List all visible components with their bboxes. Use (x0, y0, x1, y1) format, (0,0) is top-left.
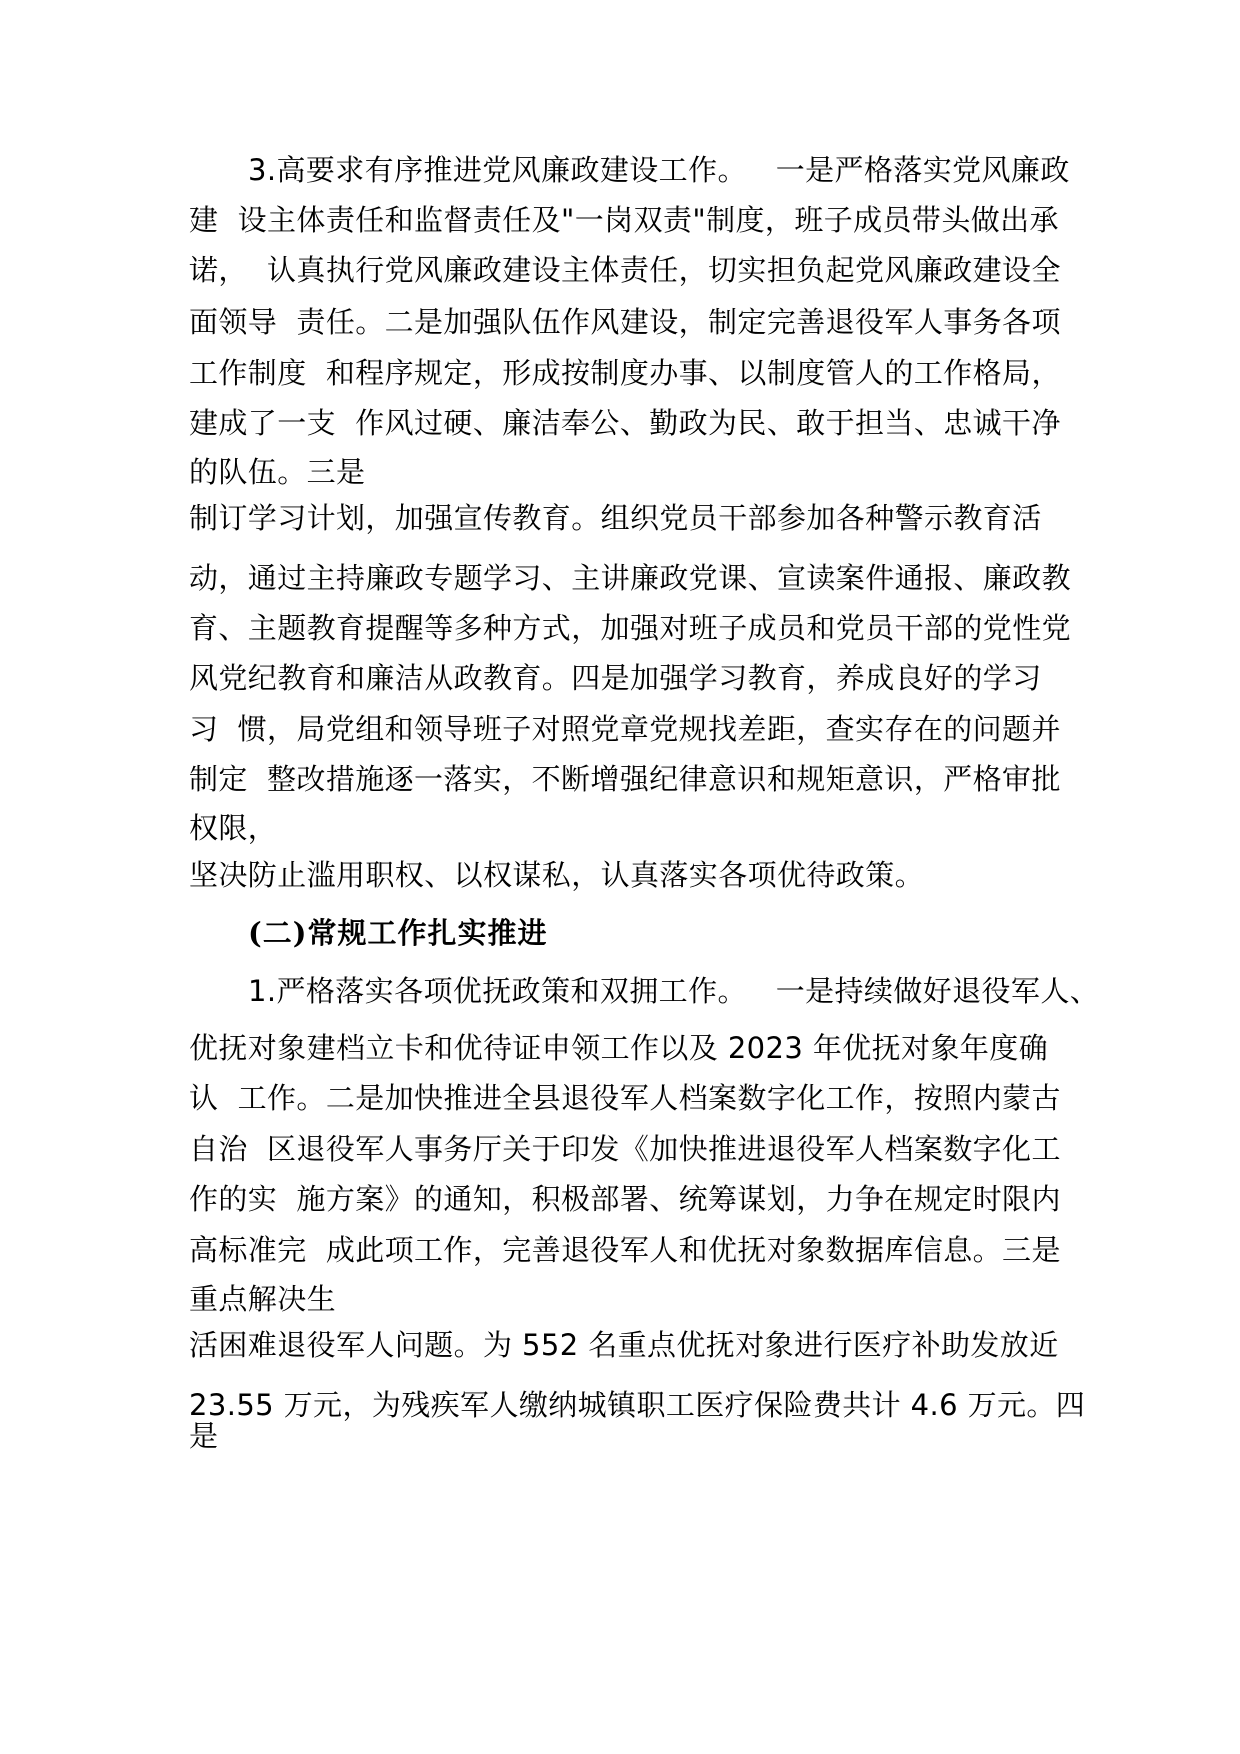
paragraph-3-line: 制定 整改措施逐一落实，不断增强纪律意识和规矩意识，严格审批 (189, 762, 1061, 796)
paragraph-1-line: 23.55 万元，为残疾军人缴纳城镇职工医疗保险费共计 4.6 万元。四 (189, 1388, 1086, 1422)
paragraph-3-line: 建 设主体责任和监督责任及"一岗双责"制度，班子成员带头做出承 (189, 203, 1059, 237)
paragraph-3-line: 权限， (189, 811, 278, 845)
paragraph-3-line: 面领导 责任。二是加强队伍作风建设，制定完善退役军人事务各项 (189, 305, 1061, 339)
paragraph-3-line: 动，通过主持廉政专题学习、主讲廉政党课、宣读案件通报、廉政教 (189, 561, 1072, 595)
paragraph-1-line: 重点解决生 (189, 1282, 337, 1316)
paragraph-3-line: 制订学习计划，加强宣传教育。组织党员干部参加各种警示教育活 (189, 501, 1042, 535)
paragraph-1-line: 认 工作。二是加快推进全县退役军人档案数字化工作，按照内蒙古 (189, 1081, 1061, 1115)
paragraph-3-line: 风党纪教育和廉洁从政教育。四是加强学习教育，养成良好的学习 (189, 661, 1042, 695)
paragraph-3-line: 的队伍。三是 (189, 455, 366, 489)
paragraph-1-line: 高标准完 成此项工作，完善退役军人和优抚对象数据库信息。三是 (189, 1233, 1061, 1267)
paragraph-1-line: 活困难退役军人问题。为 552 名重点优抚对象进行医疗补助发放近 (189, 1328, 1059, 1362)
paragraph-1-line: 是 (189, 1419, 219, 1453)
paragraph-3-line: 育、主题教育提醒等多种方式，加强对班子成员和党员干部的党性党 (189, 611, 1072, 645)
paragraph-3-line: 诺， 认真执行党风廉政建设主体责任，切实担负起党风廉政建设全 (189, 253, 1061, 287)
paragraph-1-line: 自治 区退役军人事务厅关于印发《加快推进退役军人档案数字化工 (189, 1132, 1061, 1166)
paragraph-1-first-line: 1.严格落实各项优抚政策和双拥工作。 一是持续做好退役军人、 (248, 974, 1100, 1008)
paragraph-3-line: 习 惯，局党组和领导班子对照党章党规找差距，查实存在的问题并 (189, 712, 1061, 746)
paragraph-3-line: 工作制度 和程序规定，形成按制度办事、以制度管人的工作格局， (189, 356, 1061, 390)
paragraph-1-line: 作的实 施方案》的通知，积极部署、统筹谋划，力争在规定时限内 (189, 1182, 1061, 1216)
paragraph-3-first-line: 3.高要求有序推进党风廉政建设工作。 一是严格落实党风廉政 (248, 153, 1070, 187)
paragraph-3-line: 坚决防止滥用职权、以权谋私，认真落实各项优待政策。 (189, 858, 925, 892)
section-heading: (二)常规工作扎实推进 (248, 916, 548, 950)
paragraph-1-line: 优抚对象建档立卡和优待证申领工作以及 2023 年优抚对象年度确 (189, 1031, 1049, 1065)
paragraph-3-line: 建成了一支 作风过硬、廉洁奉公、勤政为民、敢于担当、忠诚干净 (189, 406, 1061, 440)
